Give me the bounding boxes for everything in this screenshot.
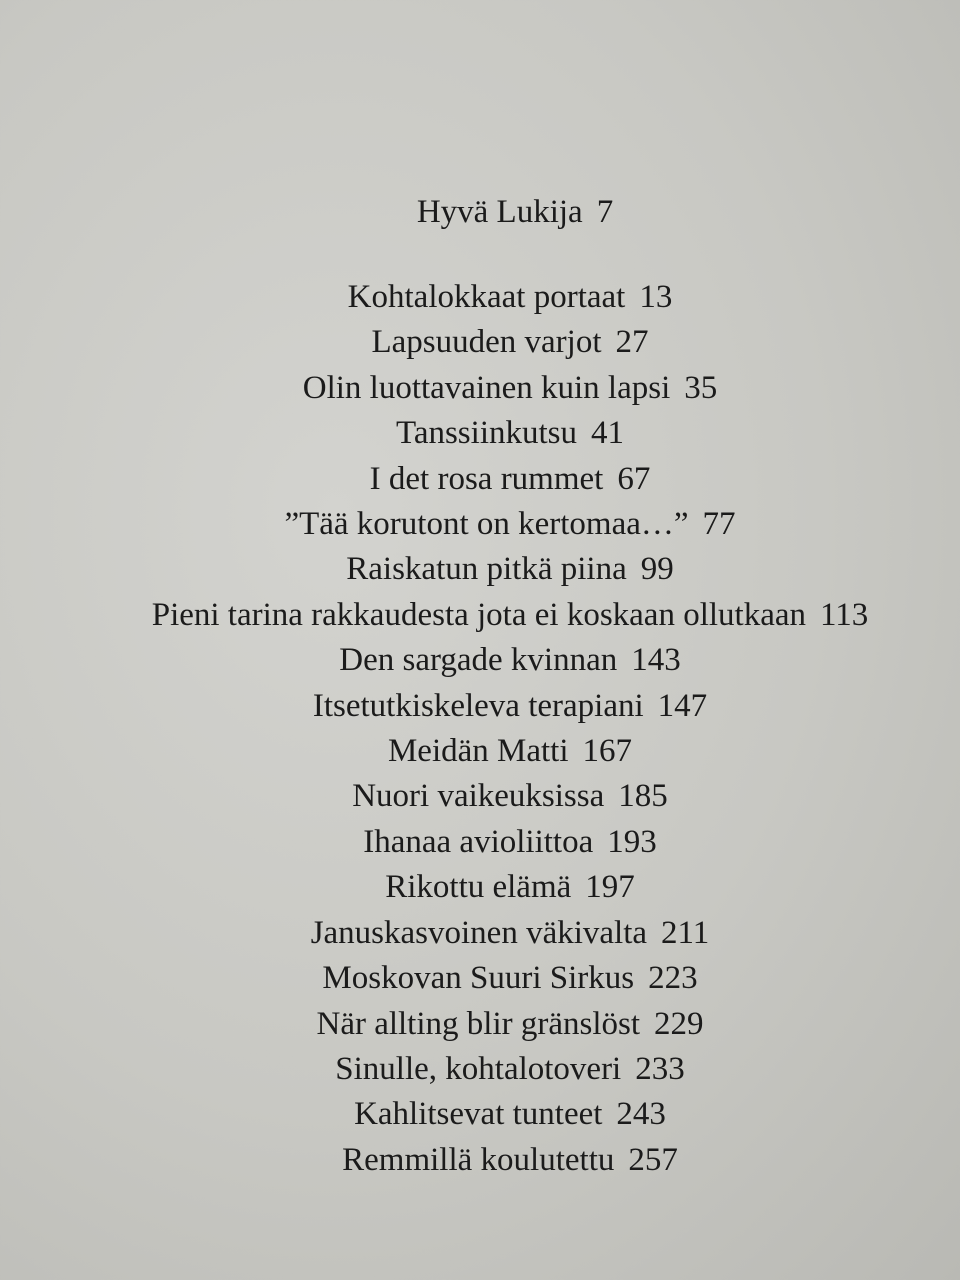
- heading-page-number: 7: [596, 194, 614, 230]
- entry-page-number: 229: [654, 1005, 704, 1042]
- entry-title: Lapsuuden varjot: [371, 324, 602, 361]
- entry-page-number: 67: [617, 460, 651, 497]
- entry-page-number: 35: [684, 369, 718, 406]
- toc-entry: [0, 593, 960, 638]
- toc-heading-entry: [0, 190, 960, 235]
- entry-page-number: 223: [648, 960, 698, 997]
- entry-title: Januskasvoinen väkivalta: [310, 914, 648, 951]
- toc-entry: [0, 911, 960, 956]
- toc-entry: [0, 638, 960, 683]
- entry-title: Rikottu elämä: [385, 869, 572, 906]
- toc-entry: [0, 684, 960, 729]
- toc-entry: [0, 729, 960, 774]
- entry-title: Kahlitsevat tunteet: [354, 1096, 603, 1133]
- toc-entry: [0, 457, 960, 502]
- entry-page-number: 113: [820, 596, 869, 633]
- toc-entry: [0, 320, 960, 365]
- entry-page-number: 27: [615, 324, 649, 361]
- entry-page-number: 243: [616, 1096, 666, 1133]
- toc-entry: [0, 1092, 960, 1137]
- entry-page-number: 257: [628, 1141, 678, 1178]
- entry-title: Kohtalokkaat portaat: [347, 279, 626, 315]
- entry-title: Olin luottavainen kuin lapsi: [302, 369, 671, 406]
- entry-title: Itsetutkiskeleva terapiani: [312, 687, 644, 724]
- entry-title: Meidän Matti: [387, 733, 569, 770]
- table-of-contents: [0, 275, 960, 1183]
- entry-page-number: 77: [702, 506, 736, 543]
- entry-page-number: 147: [657, 687, 708, 724]
- toc-entry: [0, 411, 960, 456]
- toc-entry: [0, 366, 960, 411]
- toc-entry: [0, 502, 960, 547]
- toc-entry: [0, 820, 960, 865]
- entry-page-number: 143: [631, 642, 681, 679]
- entry-title: Pieni tarina rakkaudesta jota ei koskaan ollutkaan: [151, 596, 806, 633]
- toc-entry: [0, 865, 960, 910]
- entry-title: Sinulle, kohtalotoveri: [335, 1050, 622, 1087]
- entry-title: Raiskatun pitkä piina: [346, 551, 627, 588]
- entry-page-number: 193: [607, 823, 657, 860]
- entry-page-number: 99: [640, 551, 674, 588]
- entry-page-number: 41: [591, 415, 625, 452]
- entry-title: Moskovan Suuri Sirkus: [322, 960, 635, 997]
- entry-title: ”Tää korutont on kertomaa…”: [284, 506, 689, 543]
- entry-page-number: 167: [582, 733, 633, 770]
- toc-entry: [0, 1047, 960, 1092]
- entry-page-number: 185: [618, 778, 668, 815]
- entry-page-number: 197: [585, 869, 635, 906]
- toc-entry: [0, 275, 960, 320]
- toc-entry: [0, 1138, 960, 1183]
- toc-entry: [0, 1002, 960, 1047]
- entry-title: Tanssiinkutsu: [395, 415, 578, 452]
- toc-entry: [0, 774, 960, 819]
- heading-title: Hyvä Lukija: [416, 194, 583, 230]
- entry-title: Den sargade kvinnan: [339, 642, 618, 679]
- entry-title: Nuori vaikeuksissa: [352, 778, 605, 815]
- entry-title: Remmillä koulutettu: [342, 1141, 615, 1178]
- entry-title: I det rosa rummet: [369, 460, 604, 497]
- entry-page-number: 211: [661, 914, 710, 951]
- toc-entry: [0, 547, 960, 592]
- entry-title: När allting blir gränslöst: [316, 1005, 641, 1042]
- entry-page-number: 13: [639, 279, 673, 315]
- toc-entry: [0, 956, 960, 1001]
- entry-title: Ihanaa avioliittoa: [363, 823, 594, 860]
- entry-page-number: 233: [635, 1050, 685, 1087]
